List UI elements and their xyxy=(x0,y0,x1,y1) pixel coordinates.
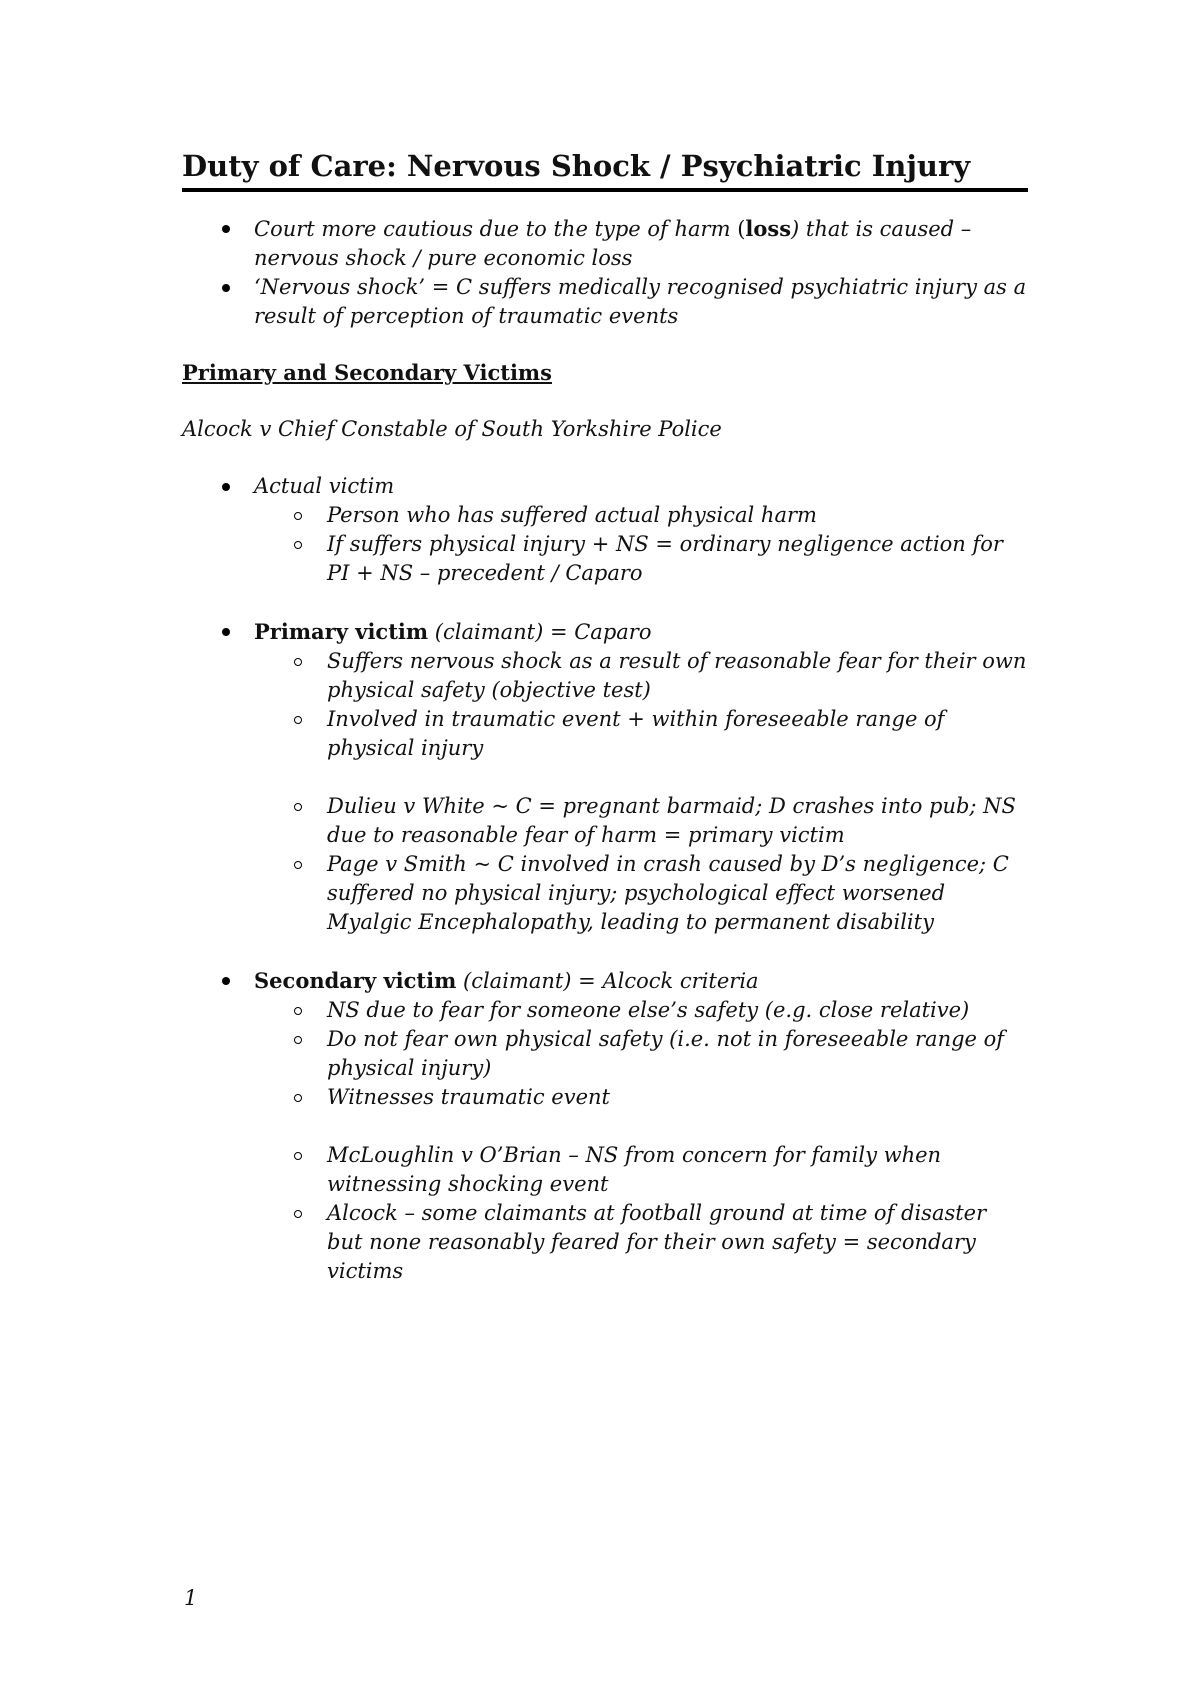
sub-item-text: Suffers nervous shock as a result of reasonable fear for their own physical safety (objective test) xyxy=(327,649,1027,702)
circle-bullet-icon xyxy=(294,803,302,811)
bullet-icon xyxy=(222,284,230,292)
sub-item xyxy=(182,501,1028,530)
spacer xyxy=(182,937,1028,966)
sub-item-text: Alcock – some claimants at football ground at time of disaster but none reasonably feared for their own safety = secondary victims xyxy=(327,1201,987,1283)
spacer xyxy=(182,1112,1028,1141)
circle-bullet-icon xyxy=(294,716,302,724)
list-item-actual-victim xyxy=(182,472,1028,588)
bullet-icon xyxy=(222,483,230,491)
sub-item-text: McLoughlin v O’Brian – NS from concern for family when witnessing shocking event xyxy=(327,1143,942,1196)
item-text: ‘Nervous shock’ = C suffers medically recognised psychiatric injury as a result of perception of traumatic events xyxy=(254,275,1027,328)
circle-bullet-icon xyxy=(294,1036,302,1044)
circle-bullet-icon xyxy=(294,1210,302,1218)
sub-item xyxy=(182,647,1028,705)
item-text: ( xyxy=(737,217,746,241)
circle-bullet-icon xyxy=(294,1007,302,1015)
bullet-icon xyxy=(222,628,230,636)
sub-item-text: Page v Smith ~ C involved in crash caused by D’s negligence; C suffered no physical injury; psychological effect worsened Myalgic Encephalopathy, leading to permanent disability xyxy=(327,852,1009,934)
sub-item-text: NS due to fear for someone else’s safety (e.g. close relative) xyxy=(327,998,970,1022)
spacer xyxy=(182,763,1028,792)
sub-item-text: Dulieu v White ~ C = pregnant barmaid; D crashes into pub; NS due to reasonable fear of harm = primary victim xyxy=(327,794,1016,847)
sub-item-text: Witnesses traumatic event xyxy=(327,1085,610,1109)
sub-item xyxy=(182,996,1028,1025)
sub-item-text: Person who has suffered actual physical harm xyxy=(327,503,817,527)
sub-item xyxy=(182,792,1028,850)
item-label: Actual victim xyxy=(254,474,395,498)
list-item-secondary-victim xyxy=(182,966,1028,1286)
page-number: 1 xyxy=(184,1586,198,1610)
sub-item xyxy=(182,850,1028,937)
item-bold-text: loss xyxy=(745,216,792,241)
circle-bullet-icon xyxy=(294,861,302,869)
list-item xyxy=(182,214,1028,273)
circle-bullet-icon xyxy=(294,541,302,549)
sub-item xyxy=(182,1025,1028,1083)
sub-item xyxy=(182,1199,1028,1286)
item-text: ) that is caused – nervous shock / pure economic loss xyxy=(254,217,972,270)
bullet-icon xyxy=(222,977,230,985)
circle-bullet-icon xyxy=(294,1094,302,1102)
spacer xyxy=(182,588,1028,617)
document-body xyxy=(182,146,1028,1286)
sub-item xyxy=(182,1141,1028,1199)
sub-item xyxy=(182,1083,1028,1112)
item-bold-label: Primary victim xyxy=(254,619,429,644)
victim-list xyxy=(182,472,1028,1286)
intro-list xyxy=(182,214,1028,331)
sub-item-text: Do not fear own physical safety (i.e. not in foreseeable range of physical injury) xyxy=(327,1027,1005,1080)
list-item-primary-victim xyxy=(182,617,1028,937)
bullet-icon xyxy=(222,225,230,233)
circle-bullet-icon xyxy=(294,658,302,666)
sub-list xyxy=(254,996,1028,1286)
sub-list xyxy=(254,647,1028,937)
sub-item xyxy=(182,705,1028,763)
sub-item-text: Involved in traumatic event + within foreseeable range of physical injury xyxy=(327,707,945,760)
item-bold-label: Secondary victim xyxy=(254,968,457,993)
circle-bullet-icon xyxy=(294,512,302,520)
sub-item xyxy=(182,530,1028,588)
list-item xyxy=(182,273,1028,331)
case-name: Alcock v Chief Constable of South Yorkshire Police xyxy=(182,417,722,441)
circle-bullet-icon xyxy=(294,1152,302,1160)
sub-item-text: If suffers physical injury + NS = ordinary negligence action for PI + NS – precedent / Caparo xyxy=(327,532,1003,585)
item-text: Court more cautious due to the type of harm xyxy=(254,217,738,241)
item-label: (claimant) = Caparo xyxy=(428,620,652,644)
page-title: Duty of Care: Nervous Shock / Psychiatric Injury xyxy=(182,146,1028,192)
item-label: (claimant) = Alcock criteria xyxy=(456,969,759,993)
section-heading: Primary and Secondary Victims xyxy=(182,360,552,385)
sub-list xyxy=(254,501,1028,588)
